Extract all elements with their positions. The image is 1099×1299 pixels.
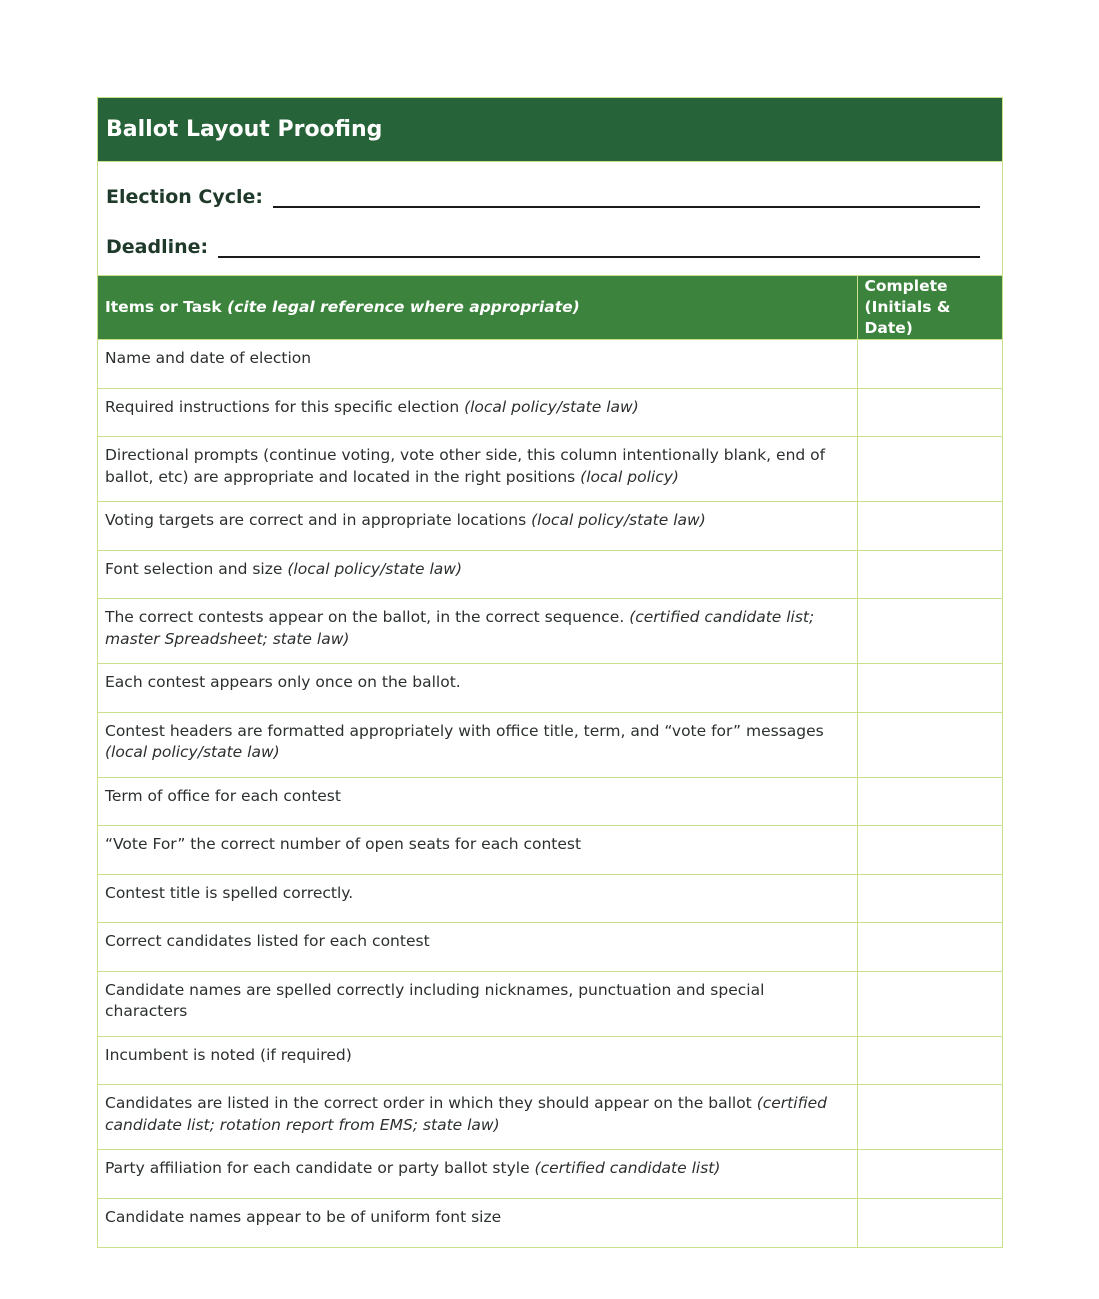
task-cell	[98, 1150, 857, 1199]
table-row	[98, 712, 1002, 777]
table-row	[98, 874, 1002, 923]
task-cell	[98, 1036, 857, 1085]
table-row	[98, 550, 1002, 599]
task-text: Name and date of election	[105, 349, 312, 367]
complete-cell[interactable]	[857, 437, 1002, 502]
task-cell	[98, 777, 857, 826]
complete-cell[interactable]	[857, 874, 1002, 923]
deadline-line[interactable]	[218, 256, 980, 258]
complete-cell[interactable]	[857, 1085, 1002, 1150]
task-header-hint: (cite legal reference where appropriate)	[227, 298, 580, 316]
election-cycle-label: Election Cycle:	[106, 186, 264, 208]
form-title: Ballot Layout Proofing	[106, 117, 383, 142]
table-header-row	[98, 276, 1002, 340]
legal-reference: (certified candidate list)	[534, 1159, 721, 1177]
table-row	[98, 1085, 1002, 1150]
complete-column-header	[857, 276, 1002, 340]
task-text: Required instructions for this specific election	[105, 397, 460, 416]
task-cell	[98, 599, 857, 664]
table-row	[98, 826, 1002, 875]
table-row	[98, 777, 1002, 826]
task-text: Incumbent is noted (if required)	[105, 1045, 352, 1064]
task-column-header	[98, 276, 857, 340]
complete-cell[interactable]	[857, 664, 1002, 713]
table-row	[98, 971, 1002, 1036]
complete-cell[interactable]	[857, 388, 1002, 437]
task-text: Candidate names appear to be of uniform font size	[105, 1207, 502, 1226]
task-text: Party affiliation for each candidate or party ballot style	[105, 1159, 530, 1177]
deadline-field[interactable]	[106, 236, 980, 258]
legal-reference: (local policy/state law)	[105, 743, 280, 761]
task-text: Candidate names are spelled correctly including nicknames, punctuation and special characters	[105, 980, 765, 1020]
task-cell	[98, 923, 857, 972]
election-cycle-field[interactable]	[106, 186, 980, 208]
legal-reference: (local policy)	[580, 467, 679, 486]
complete-cell[interactable]	[857, 712, 1002, 777]
table-row	[98, 1036, 1002, 1085]
complete-cell[interactable]	[857, 1150, 1002, 1199]
legal-reference: (certified candidate list; rotation report from EMS; state law)	[105, 1094, 827, 1134]
legal-reference: (certified candidate list; master Spreadsheet; state law)	[105, 608, 815, 648]
task-text: Font selection and size	[105, 559, 283, 578]
complete-cell[interactable]	[857, 1198, 1002, 1247]
table-row	[98, 664, 1002, 713]
task-text: Candidates are listed in the correct order in which they should appear on the ballot	[105, 1094, 752, 1112]
complete-cell[interactable]	[857, 502, 1002, 551]
table-row	[98, 923, 1002, 972]
task-cell	[98, 1198, 857, 1247]
task-cell	[98, 712, 857, 777]
table-row	[98, 599, 1002, 664]
task-cell	[98, 826, 857, 875]
table-row	[98, 388, 1002, 437]
task-cell	[98, 502, 857, 551]
task-text: Voting targets are correct and in appropriate locations	[105, 511, 527, 529]
task-text: “Vote For” the correct number of open seats for each contest	[105, 835, 582, 853]
title-bar	[98, 98, 1002, 162]
task-text: Term of office for each contest	[105, 786, 341, 805]
task-text: Correct candidates listed for each contest	[105, 932, 430, 950]
task-cell	[98, 874, 857, 923]
complete-cell[interactable]	[857, 550, 1002, 599]
task-text: Contest headers are formatted appropriately with office title, term, and “vote for” messages	[105, 721, 824, 740]
complete-cell[interactable]	[857, 599, 1002, 664]
task-cell	[98, 388, 857, 437]
task-cell	[98, 340, 857, 389]
task-header-label: Items or Task	[105, 298, 222, 316]
complete-header-line1: Complete	[864, 277, 948, 295]
deadline-label: Deadline:	[106, 236, 209, 258]
complete-cell[interactable]	[857, 340, 1002, 389]
task-text: The correct contests appear on the ballot, in the correct sequence.	[105, 608, 625, 626]
task-table	[98, 276, 1002, 1247]
task-text: Directional prompts (continue voting, vote other side, this column intentionally blank, end of ballot, etc) are appropriate and located in the right positions	[105, 446, 826, 486]
complete-header-line2: (Initials & Date)	[864, 298, 951, 337]
task-cell	[98, 1085, 857, 1150]
complete-cell[interactable]	[857, 777, 1002, 826]
complete-cell[interactable]	[857, 923, 1002, 972]
table-row	[98, 502, 1002, 551]
task-cell	[98, 664, 857, 713]
legal-reference: (local policy/state law)	[287, 559, 463, 578]
task-text: Contest title is spelled correctly.	[105, 883, 354, 902]
complete-cell[interactable]	[857, 1036, 1002, 1085]
table-row	[98, 1150, 1002, 1199]
complete-cell[interactable]	[857, 826, 1002, 875]
task-cell	[98, 971, 857, 1036]
election-cycle-line[interactable]	[273, 206, 980, 208]
ballot-proofing-form	[97, 97, 1003, 1248]
task-cell	[98, 437, 857, 502]
task-cell	[98, 550, 857, 599]
form-fields	[98, 162, 1002, 276]
table-row	[98, 437, 1002, 502]
legal-reference: (local policy/state law)	[531, 511, 706, 529]
complete-cell[interactable]	[857, 971, 1002, 1036]
table-row	[98, 340, 1002, 389]
legal-reference: (local policy/state law)	[464, 397, 639, 416]
table-row	[98, 1198, 1002, 1247]
task-text: Each contest appears only once on the ballot.	[105, 673, 461, 691]
